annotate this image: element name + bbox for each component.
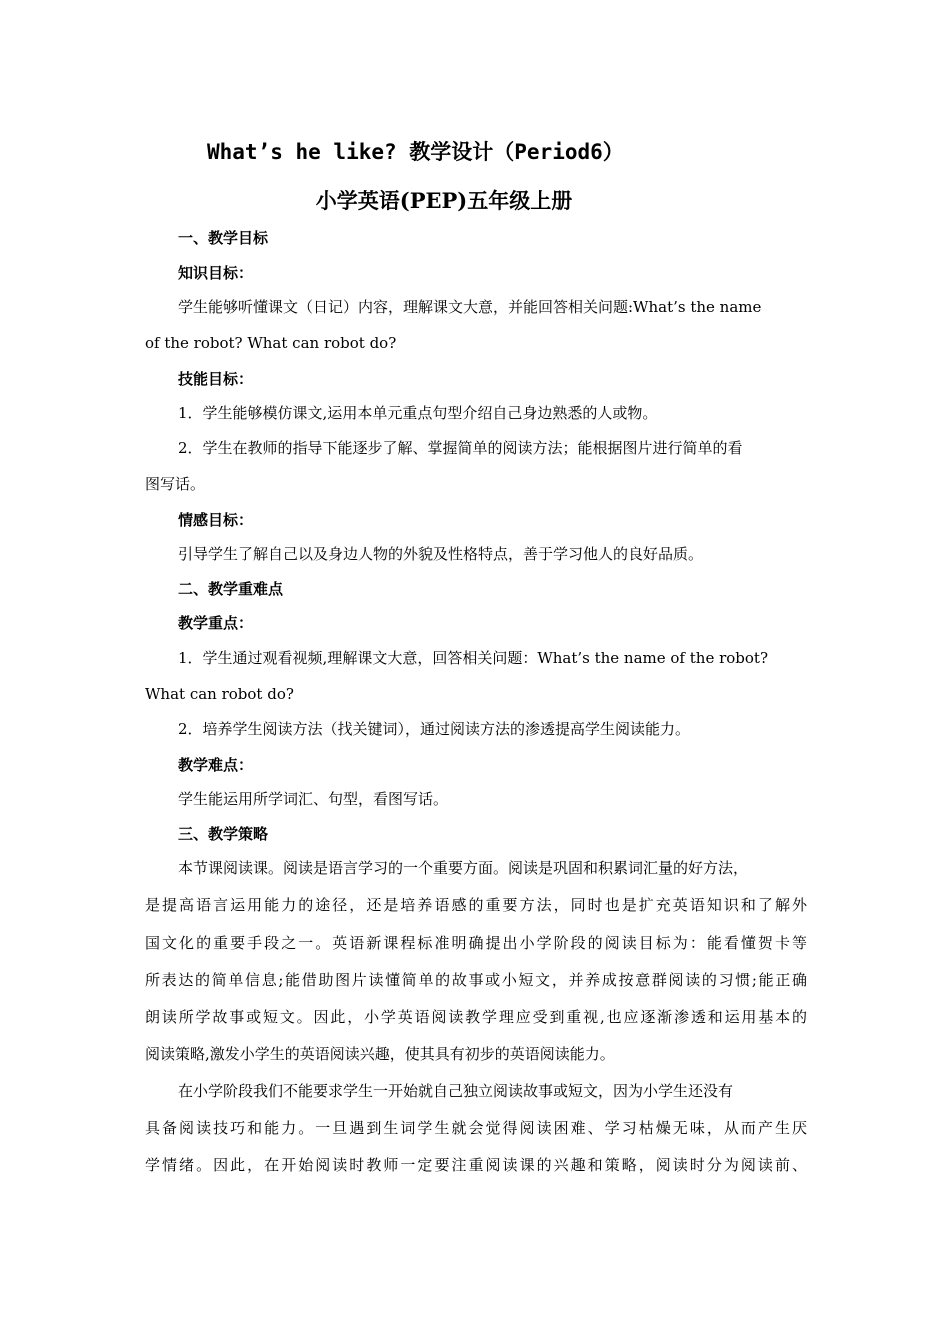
document-title: What’s he like? 教学设计（Period6）: [207, 140, 624, 164]
difficult-point-text: 学生能运用所学词汇、句型，看图写话。: [178, 790, 449, 808]
paragraph-line: 国文化的重要手段之一。英语新课程标准明确提出小学阶段的阅读目标为：能看懂贺卡等: [145, 934, 807, 952]
paragraph-line: 所表达的简单信息;能借助图片读懂简单的故事或小短文，并养成按意群阅读的习惯;能正确: [145, 971, 807, 989]
key-point-item-1: 1．学生通过观看视频,理解课文大意，回答相关问题：What’s the name of the robot?: [178, 649, 768, 667]
key-point-item-1-cont: What can robot do?: [145, 685, 294, 703]
key-point-item-2: 2．培养学生阅读方法（找关键词），通过阅读方法的渗透提高学生阅读能力。: [178, 720, 691, 738]
paragraph-line: 阅读策略,激发小学生的英语阅读兴趣，使其具有初步的英语阅读能力。: [145, 1045, 615, 1063]
paragraph-line: 学情绪。因此，在开始阅读时教师一定要注重阅读课的兴趣和策略，阅读时分为阅读前、: [145, 1156, 807, 1174]
paragraph-line: 在小学阶段我们不能要求学生一开始就自己独立阅读故事或短文，因为小学生还没有: [178, 1082, 734, 1100]
section-heading-key-points: 二、教学重难点: [178, 580, 284, 598]
emotion-goal-text: 引导学生了解自己以及身边人物的外貌及性格特点，善于学习他人的良好品质。: [178, 545, 704, 563]
skill-goal-item-1: 1．学生能够模仿课文,运用本单元重点句型介绍自己身边熟悉的人或物。: [178, 404, 658, 422]
paragraph-line: 是提高语言运用能力的途径，还是培养语感的重要方法，同时也是扩充英语知识和了解外: [145, 896, 807, 914]
key-point-label: 教学重点：: [178, 614, 254, 632]
section-heading-objectives: 一、教学目标: [178, 229, 269, 247]
knowledge-goal-text: 学生能够听懂课文（日记）内容，理解课文大意，并能回答相关问题:What’s the name: [178, 298, 762, 316]
section-heading-strategy: 三、教学策略: [178, 825, 269, 843]
paragraph-line: 具备阅读技巧和能力。一旦遇到生词学生就会觉得阅读困难、学习枯燥无味，从而产生厌: [145, 1119, 807, 1137]
emotion-goal-label: 情感目标：: [178, 511, 254, 529]
knowledge-goal-text-cont: of the robot? What can robot do?: [145, 334, 397, 352]
knowledge-goal-label: 知识目标：: [178, 264, 254, 282]
skill-goal-item-2-cont: 图写话。: [145, 475, 206, 493]
paragraph-line: 朗读所学故事或短文。因此，小学英语阅读教学理应受到重视,也应逐渐渗透和运用基本的: [145, 1008, 807, 1026]
paragraph-line: 本节课阅读课。阅读是语言学习的一个重要方面。阅读是巩固和积累词汇量的好方法，: [178, 859, 749, 877]
document-subtitle: 小学英语(PEP)五年级上册: [315, 188, 573, 213]
skill-goal-item-2: 2．学生在教师的指导下能逐步了解、掌握简单的阅读方法；能根据图片进行简单的看: [178, 439, 743, 457]
difficult-point-label: 教学难点：: [178, 756, 254, 774]
skill-goal-label: 技能目标：: [178, 370, 254, 388]
